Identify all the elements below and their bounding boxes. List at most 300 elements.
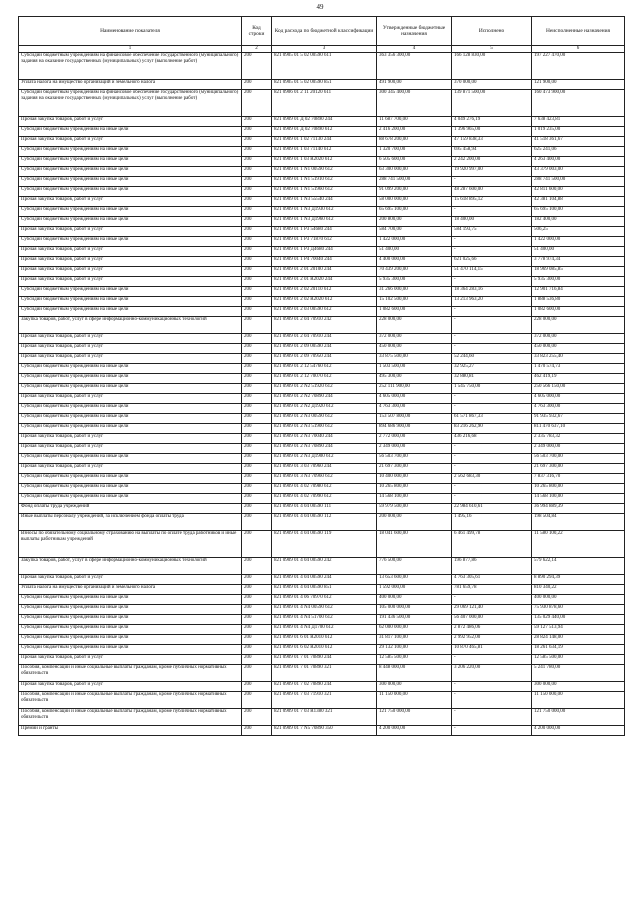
column-number: 1 bbox=[19, 46, 242, 53]
row-code-cell: 200 bbox=[242, 90, 272, 117]
table-row bbox=[19, 692, 625, 709]
row-unexecuted-cell: 1 470 574,73 bbox=[532, 364, 625, 374]
row-kbk-cell: 821 0909 01 2 02 20110 612 bbox=[272, 287, 377, 297]
row-kbk-cell: 821 0909 01 6 01 R2010 612 bbox=[272, 635, 377, 645]
row-approved-cell: 62 000 000,00 bbox=[377, 625, 452, 635]
table-header-row bbox=[19, 17, 625, 46]
table-row bbox=[19, 117, 625, 127]
row-executed-cell: 18 364 283,16 bbox=[452, 287, 532, 297]
row-code-cell: 200 bbox=[242, 692, 272, 709]
row-unexecuted-cell: 59 127 513,94 bbox=[532, 625, 625, 635]
row-executed-cell: 83 216 262,90 bbox=[452, 424, 532, 434]
row-executed-cell: 32 880,81 bbox=[452, 374, 532, 384]
row-executed-cell: - bbox=[452, 444, 532, 454]
row-kbk-cell: 821 0909 01 1 P3 Д4680 244 bbox=[272, 247, 377, 257]
row-executed-cell: - bbox=[452, 307, 532, 317]
row-name-cell: Прочая закупка товаров, работ и услуг bbox=[19, 394, 242, 404]
row-executed-cell: 781 659,78 bbox=[452, 585, 532, 595]
row-executed-cell: 22 984 610,61 bbox=[452, 504, 532, 514]
row-kbk-cell: 821 0909 01 4 04 00590 111 bbox=[272, 504, 377, 514]
row-unexecuted-cell: 65 695 100,00 bbox=[532, 207, 625, 217]
column-number-row bbox=[19, 46, 625, 53]
row-executed-cell: 29 069 121,40 bbox=[452, 605, 532, 615]
row-name-cell: Прочая закупка товаров, работ и услуг bbox=[19, 655, 242, 665]
row-code-cell: 200 bbox=[242, 464, 272, 474]
row-executed-cell: 3 206 220,00 bbox=[452, 665, 532, 682]
row-approved-cell: 4 400 000,00 bbox=[377, 257, 452, 267]
table-row bbox=[19, 531, 625, 558]
row-unexecuted-cell: 228 000,00 bbox=[532, 317, 625, 334]
table-row bbox=[19, 257, 625, 267]
row-name-cell: Субсидии бюджетным учреждениям на иные цели bbox=[19, 605, 242, 615]
row-code-cell: 200 bbox=[242, 424, 272, 434]
row-code-cell: 200 bbox=[242, 167, 272, 177]
header-unexecuted: Неисполненные назначения bbox=[532, 17, 625, 46]
row-code-cell: 200 bbox=[242, 454, 272, 464]
budget-execution-table bbox=[18, 16, 625, 736]
table-row bbox=[19, 374, 625, 384]
row-kbk-cell: 821 0909 01 4 02 70980 612 bbox=[272, 484, 377, 494]
row-executed-cell: 2 872 486,06 bbox=[452, 625, 532, 635]
row-name-cell: Субсидии бюджетным учреждениям на иные цели bbox=[19, 297, 242, 307]
row-unexecuted-cell: 18 969 085,85 bbox=[532, 267, 625, 277]
row-approved-cell: 11 687 700,00 bbox=[377, 117, 452, 127]
row-kbk-cell: 821 0909 01 4 04 00590 119 bbox=[272, 531, 377, 558]
row-approved-cell: 14 568 100,00 bbox=[377, 494, 452, 504]
row-approved-cell: 228 000,00 bbox=[377, 317, 452, 334]
row-executed-cell: 695 458,94 bbox=[452, 147, 532, 157]
row-unexecuted-cell: 12 901 716,84 bbox=[532, 287, 625, 297]
row-unexecuted-cell: 182 400,00 bbox=[532, 217, 625, 227]
row-name-cell: Субсидии бюджетным учреждениям на иные цели bbox=[19, 404, 242, 414]
row-unexecuted-cell: 1 422 000,00 bbox=[532, 237, 625, 247]
row-executed-cell: 13 213 963,20 bbox=[452, 297, 532, 307]
row-code-cell: 200 bbox=[242, 404, 272, 414]
row-kbk-cell: 821 0909 01 7 03 R1380 321 bbox=[272, 709, 377, 726]
row-approved-cell: 91 099 200,00 bbox=[377, 187, 452, 197]
row-name-cell: Субсидии бюджетным учреждениям на иные цели bbox=[19, 187, 242, 197]
row-name-cell: Пособия, компенсации и иные социальные выплаты гражданам, кроме публичных нормативных обязательств bbox=[19, 665, 242, 682]
table-row bbox=[19, 645, 625, 655]
row-code-cell: 200 bbox=[242, 257, 272, 267]
row-approved-cell: 21 697 300,00 bbox=[377, 464, 452, 474]
row-approved-cell: 31 817 100,00 bbox=[377, 635, 452, 645]
table-row bbox=[19, 317, 625, 334]
table-row bbox=[19, 575, 625, 585]
table-row bbox=[19, 655, 625, 665]
row-approved-cell: 300 345 400,00 bbox=[377, 90, 452, 117]
row-executed-cell: - bbox=[452, 394, 532, 404]
row-approved-cell: 288 741 500,00 bbox=[377, 177, 452, 187]
row-name-cell: Прочая закупка товаров, работ и услуг bbox=[19, 137, 242, 147]
row-executed-cell: - bbox=[452, 692, 532, 709]
row-unexecuted-cell: 4 605 000,00 bbox=[532, 394, 625, 404]
row-executed-cell: - bbox=[452, 334, 532, 344]
row-name-cell: Субсидии бюджетным учреждениям на иные цели bbox=[19, 167, 242, 177]
row-name-cell: Прочая закупка товаров, работ и услуг bbox=[19, 434, 242, 444]
row-unexecuted-cell: 56 503 700,00 bbox=[532, 454, 625, 464]
table-row bbox=[19, 137, 625, 147]
row-kbk-cell: 821 0909 01 1 03 71140 612 bbox=[272, 147, 377, 157]
row-executed-cell: 6 461 499,78 bbox=[452, 531, 532, 558]
row-code-cell: 200 bbox=[242, 484, 272, 494]
row-name-cell: Прочая закупка товаров, работ и услуг bbox=[19, 682, 242, 692]
row-unexecuted-cell: 250 566 150,00 bbox=[532, 384, 625, 394]
row-code-cell: 200 bbox=[242, 157, 272, 167]
row-code-cell: 200 bbox=[242, 297, 272, 307]
row-code-cell: 200 bbox=[242, 187, 272, 197]
row-kbk-cell: 821 0909 01 7 03 71910 321 bbox=[272, 692, 377, 709]
page-number: 49 bbox=[316, 3, 324, 11]
row-code-cell: 200 bbox=[242, 585, 272, 595]
row-name-cell: Субсидии бюджетным учреждениям на иные цели bbox=[19, 177, 242, 187]
table-row bbox=[19, 80, 625, 90]
row-name-cell: Фонд оплаты труда учреждений bbox=[19, 504, 242, 514]
row-code-cell: 200 bbox=[242, 494, 272, 504]
row-kbk-cell: 821 0909 01 1 N1 51960 612 bbox=[272, 187, 377, 197]
header-kbk: Код расхода по бюджетной классификации bbox=[272, 17, 377, 46]
row-approved-cell: 10 400 000,00 bbox=[377, 474, 452, 484]
table-row bbox=[19, 726, 625, 736]
row-executed-cell: - bbox=[452, 177, 532, 187]
table-row bbox=[19, 227, 625, 237]
table-row bbox=[19, 334, 625, 344]
column-number: 5 bbox=[452, 46, 532, 53]
row-kbk-cell: 821 0909 01 1 P4 70040 244 bbox=[272, 257, 377, 267]
row-unexecuted-cell: 4 200 000,00 bbox=[532, 726, 625, 736]
row-executed-cell: 52 244,60 bbox=[452, 354, 532, 364]
row-unexecuted-cell: 288 741 500,00 bbox=[532, 177, 625, 187]
row-executed-cell: - bbox=[452, 655, 532, 665]
row-approved-cell: 200 800,00 bbox=[377, 217, 452, 227]
row-kbk-cell: 821 0909 01 2 03 00590 612 bbox=[272, 307, 377, 317]
row-code-cell: 200 bbox=[242, 531, 272, 558]
row-executed-cell: 584 193,75 bbox=[452, 227, 532, 237]
row-approved-cell: 58 000 000,00 bbox=[377, 197, 452, 207]
row-executed-cell: - bbox=[452, 344, 532, 354]
row-code-cell: 200 bbox=[242, 605, 272, 615]
row-executed-cell: 1 495,16 bbox=[452, 514, 532, 531]
row-executed-cell: 18 400,00 bbox=[452, 217, 532, 227]
row-unexecuted-cell: 18 261 634,19 bbox=[532, 645, 625, 655]
table-row bbox=[19, 90, 625, 117]
row-kbk-cell: 821 0905 01 5 02 00590 611 bbox=[272, 53, 377, 80]
table-row bbox=[19, 404, 625, 414]
row-unexecuted-cell: 197 227 470,00 bbox=[532, 53, 625, 80]
row-kbk-cell: 821 0909 01 2 N2 Д1920 612 bbox=[272, 404, 377, 414]
row-unexecuted-cell: 3 778 974,34 bbox=[532, 257, 625, 267]
row-unexecuted-cell: 1 082 600,00 bbox=[532, 307, 625, 317]
row-name-cell: Прочая закупка товаров, работ и услуг bbox=[19, 257, 242, 267]
row-executed-cell: - bbox=[452, 247, 532, 257]
row-name-cell: Субсидии бюджетным учреждениям на иные цели bbox=[19, 127, 242, 137]
row-approved-cell: 105 000 000,00 bbox=[377, 605, 452, 615]
table-row bbox=[19, 354, 625, 364]
row-name-cell: Субсидии бюджетным учреждениям на иные цели bbox=[19, 384, 242, 394]
row-code-cell: 200 bbox=[242, 504, 272, 514]
row-name-cell: Закупка товаров, работ, услуг в сфере информационно-коммуникационных технологий bbox=[19, 558, 242, 575]
row-name-cell: Прочая закупка товаров, работ и услуг bbox=[19, 247, 242, 257]
row-code-cell: 200 bbox=[242, 307, 272, 317]
row-code-cell: 200 bbox=[242, 80, 272, 90]
row-unexecuted-cell: 7 837 316,70 bbox=[532, 474, 625, 484]
row-executed-cell: 10 870 465,81 bbox=[452, 645, 532, 655]
row-approved-cell: 10 265 800,00 bbox=[377, 484, 452, 494]
row-kbk-cell: 821 0909 01 2 12 70070 612 bbox=[272, 374, 377, 384]
row-name-cell: Субсидии бюджетным учреждениям на иные цели bbox=[19, 207, 242, 217]
row-executed-cell: - bbox=[452, 709, 532, 726]
row-name-cell: Субсидии бюджетным учреждениям на иные цели bbox=[19, 615, 242, 625]
row-code-cell: 200 bbox=[242, 575, 272, 585]
row-unexecuted-cell: 42 381 104,88 bbox=[532, 197, 625, 207]
row-executed-cell: 1 396 965,00 bbox=[452, 127, 532, 137]
row-kbk-cell: 821 0909 01 7 01 70890 321 bbox=[272, 665, 377, 682]
header-code: Код строки bbox=[242, 17, 272, 46]
row-unexecuted-cell: 10 265 800,00 bbox=[532, 484, 625, 494]
row-approved-cell: 776 500,00 bbox=[377, 558, 452, 575]
table-row bbox=[19, 147, 625, 157]
row-approved-cell: 153 507 800,00 bbox=[377, 414, 452, 424]
row-executed-cell: 4 049 276,19 bbox=[452, 117, 532, 127]
row-approved-cell: 584 700,00 bbox=[377, 227, 452, 237]
table-row bbox=[19, 514, 625, 531]
row-executed-cell: - bbox=[452, 317, 532, 334]
row-approved-cell: 363 356 300,00 bbox=[377, 53, 452, 80]
row-executed-cell: - bbox=[452, 682, 532, 692]
row-executed-cell: 436 216,68 bbox=[452, 434, 532, 444]
row-approved-cell: 191 436 500,00 bbox=[377, 615, 452, 625]
row-kbk-cell: 821 0909 01 1 02 71130 244 bbox=[272, 137, 377, 147]
row-name-cell: Субсидии бюджетным учреждениям на иные цели bbox=[19, 237, 242, 247]
column-number: 4 bbox=[377, 46, 452, 53]
row-code-cell: 200 bbox=[242, 682, 272, 692]
row-unexecuted-cell: 41 518 361,67 bbox=[532, 137, 625, 147]
table-row bbox=[19, 635, 625, 645]
row-name-cell: Пособия, компенсации и иные социальные выплаты гражданам, кроме публичных нормативных обязательств bbox=[19, 692, 242, 709]
row-kbk-cell: 821 0909 01 1 P3 71870 612 bbox=[272, 237, 377, 247]
row-kbk-cell: 821 0909 01 7 02 70890 244 bbox=[272, 682, 377, 692]
row-unexecuted-cell: 75 930 878,60 bbox=[532, 605, 625, 615]
row-approved-cell: 1 592 000,00 bbox=[377, 585, 452, 595]
row-kbk-cell: 821 0909 01 2 N2 51920 612 bbox=[272, 384, 377, 394]
row-kbk-cell: 821 0909 01 3 N3 70960 612 bbox=[272, 474, 377, 484]
table-row bbox=[19, 287, 625, 297]
row-unexecuted-cell: 506,25 bbox=[532, 227, 625, 237]
row-approved-cell: 13 653 600,00 bbox=[377, 575, 452, 585]
row-name-cell: Прочая закупка товаров, работ и услуг bbox=[19, 444, 242, 454]
row-unexecuted-cell: 21 697 300,00 bbox=[532, 464, 625, 474]
row-name-cell: Прочая закупка товаров, работ и услуг bbox=[19, 334, 242, 344]
row-kbk-cell: 821 0909 01 Д 02 70890 612 bbox=[272, 127, 377, 137]
row-unexecuted-cell: 12 585 500,00 bbox=[532, 655, 625, 665]
row-code-cell: 200 bbox=[242, 117, 272, 127]
row-code-cell: 200 bbox=[242, 207, 272, 217]
row-kbk-cell: 821 0909 01 1 N3 Д1960 612 bbox=[272, 217, 377, 227]
row-unexecuted-cell: 5 241 780,00 bbox=[532, 665, 625, 682]
table-row bbox=[19, 504, 625, 514]
row-approved-cell: 70 439 200,00 bbox=[377, 267, 452, 277]
row-approved-cell: 491 900,00 bbox=[377, 80, 452, 90]
row-executed-cell: 51 470 114,15 bbox=[452, 267, 532, 277]
table-row bbox=[19, 665, 625, 682]
row-unexecuted-cell: 7 638 423,81 bbox=[532, 117, 625, 127]
table-row bbox=[19, 127, 625, 137]
row-kbk-cell: 821 0909 01 4 04 00590 851 bbox=[272, 585, 377, 595]
row-kbk-cell: 821 0909 01 1 P3 54680 244 bbox=[272, 227, 377, 237]
table-row bbox=[19, 307, 625, 317]
header-name: Наименование показателя bbox=[19, 17, 242, 46]
row-code-cell: 200 bbox=[242, 514, 272, 531]
row-approved-cell: 5 935 300,00 bbox=[377, 277, 452, 287]
row-unexecuted-cell: 625 241,06 bbox=[532, 147, 625, 157]
row-name-cell: Субсидии бюджетным учреждениям на иные цели bbox=[19, 454, 242, 464]
row-code-cell: 200 bbox=[242, 137, 272, 147]
row-approved-cell: 6 505 600,00 bbox=[377, 157, 452, 167]
row-executed-cell: 48 287 600,00 bbox=[452, 187, 532, 197]
row-executed-cell: 15 618 895,12 bbox=[452, 197, 532, 207]
row-approved-cell: 18 041 600,00 bbox=[377, 531, 452, 558]
row-kbk-cell: 821 0909 01 2 01 R2020 244 bbox=[272, 277, 377, 287]
row-name-cell: Премии и гранты bbox=[19, 726, 242, 736]
row-unexecuted-cell: 160 473 900,00 bbox=[532, 90, 625, 117]
row-approved-cell: 2 416 200,00 bbox=[377, 127, 452, 137]
table-row bbox=[19, 424, 625, 434]
row-name-cell: Субсидии бюджетным учреждениям на иные цели bbox=[19, 595, 242, 605]
column-number: 3 bbox=[272, 46, 377, 53]
row-kbk-cell: 821 0909 01 1 N1 51910 612 bbox=[272, 177, 377, 187]
row-name-cell: Закупка товаров, работ, услуг в сфере информационно-коммуникационных технологий bbox=[19, 317, 242, 334]
row-name-cell: Уплата налога на имущество организаций и земельного налога bbox=[19, 80, 242, 90]
row-executed-cell: - bbox=[452, 595, 532, 605]
row-unexecuted-cell: 450 000,00 bbox=[532, 344, 625, 354]
row-approved-cell: 12 585 500,00 bbox=[377, 655, 452, 665]
table-row bbox=[19, 615, 625, 625]
row-approved-cell: 4 605 000,00 bbox=[377, 394, 452, 404]
row-code-cell: 200 bbox=[242, 317, 272, 334]
row-name-cell: Субсидии бюджетным учреждениям на иные цели bbox=[19, 287, 242, 297]
row-kbk-cell: 821 0909 01 4 04 00590 112 bbox=[272, 514, 377, 531]
row-name-cell: Субсидии бюджетным учреждениям на иные цели bbox=[19, 147, 242, 157]
row-approved-cell: 2 349 000,00 bbox=[377, 444, 452, 454]
row-code-cell: 200 bbox=[242, 53, 272, 80]
row-code-cell: 200 bbox=[242, 726, 272, 736]
row-name-cell: Субсидии бюджетным учреждениям на иные цели bbox=[19, 424, 242, 434]
row-approved-cell: 450 000,00 bbox=[377, 344, 452, 354]
row-code-cell: 200 bbox=[242, 625, 272, 635]
row-approved-cell: 88 678 200,00 bbox=[377, 137, 452, 147]
row-unexecuted-cell: 8 890 294,39 bbox=[532, 575, 625, 585]
row-name-cell: Прочая закупка товаров, работ и услуг bbox=[19, 575, 242, 585]
row-code-cell: 200 bbox=[242, 267, 272, 277]
row-unexecuted-cell: 300 000,00 bbox=[532, 682, 625, 692]
row-name-cell: Субсидии бюджетным учреждениям на иные цели bbox=[19, 307, 242, 317]
row-executed-cell: 2 562 683,30 bbox=[452, 474, 532, 484]
row-unexecuted-cell: 810 340,22 bbox=[532, 585, 625, 595]
table-row bbox=[19, 434, 625, 444]
row-code-cell: 200 bbox=[242, 615, 272, 625]
row-unexecuted-cell: 400 000,00 bbox=[532, 595, 625, 605]
row-executed-cell: 139 871 500,00 bbox=[452, 90, 532, 117]
row-unexecuted-cell: 372 000,00 bbox=[532, 334, 625, 344]
table-row bbox=[19, 157, 625, 167]
row-approved-cell: 2 772 000,00 bbox=[377, 434, 452, 444]
row-executed-cell: - bbox=[452, 484, 532, 494]
row-code-cell: 200 bbox=[242, 354, 272, 364]
row-executed-cell: 32 925,27 bbox=[452, 364, 532, 374]
row-code-cell: 200 bbox=[242, 655, 272, 665]
row-code-cell: 200 bbox=[242, 635, 272, 645]
row-kbk-cell: 821 0909 01 2 04 70910 242 bbox=[272, 317, 377, 334]
table-row bbox=[19, 187, 625, 197]
row-kbk-cell: 821 0909 01 2 N2 70890 244 bbox=[272, 394, 377, 404]
row-executed-cell: 61 571 867,33 bbox=[452, 414, 532, 424]
row-approved-cell: 63 300 000,00 bbox=[377, 167, 452, 177]
row-kbk-cell: 821 0909 01 4 06 70970 612 bbox=[272, 595, 377, 605]
row-name-cell: Субсидии бюджетным учреждениям на иные цели bbox=[19, 484, 242, 494]
row-kbk-cell: 821 0909 01 6 02 R2010 612 bbox=[272, 645, 377, 655]
table-row bbox=[19, 277, 625, 287]
row-kbk-cell: 821 0909 01 4 N4 Д1700 612 bbox=[272, 625, 377, 635]
row-kbk-cell: 821 0909 01 4 04 00590 244 bbox=[272, 575, 377, 585]
row-code-cell: 200 bbox=[242, 394, 272, 404]
column-number: 6 bbox=[532, 46, 625, 53]
row-code-cell: 200 bbox=[242, 364, 272, 374]
row-name-cell: Прочая закупка товаров, работ и услуг bbox=[19, 344, 242, 354]
row-unexecuted-cell: 462 419,19 bbox=[532, 374, 625, 384]
row-code-cell: 200 bbox=[242, 414, 272, 424]
table-row bbox=[19, 494, 625, 504]
row-approved-cell: 300 000,00 bbox=[377, 682, 452, 692]
table-row bbox=[19, 247, 625, 257]
row-kbk-cell: 821 0906 01 2 11 20120 611 bbox=[272, 90, 377, 117]
row-unexecuted-cell: 14 568 100,00 bbox=[532, 494, 625, 504]
row-kbk-cell: 821 0909 01 7 N5 70890 350 bbox=[272, 726, 377, 736]
row-unexecuted-cell: 2 335 783,32 bbox=[532, 434, 625, 444]
row-kbk-cell: 821 0909 01 2 N3 Д1900 612 bbox=[272, 454, 377, 464]
row-kbk-cell: 821 0909 01 4 04 00590 242 bbox=[272, 558, 377, 575]
row-approved-cell: 11 150 000,00 bbox=[377, 692, 452, 709]
row-approved-cell: 4 200 000,00 bbox=[377, 726, 452, 736]
row-kbk-cell: 821 0909 01 1 N3 55540 244 bbox=[272, 197, 377, 207]
row-approved-cell: 495 300,00 bbox=[377, 374, 452, 384]
row-unexecuted-cell: 36 994 889,39 bbox=[532, 504, 625, 514]
table-row bbox=[19, 167, 625, 177]
row-kbk-cell: 821 0909 01 4 N4 51700 612 bbox=[272, 615, 377, 625]
row-executed-cell: - bbox=[452, 404, 532, 414]
row-approved-cell: 1 422 000,00 bbox=[377, 237, 452, 247]
row-unexecuted-cell: 28 824 148,00 bbox=[532, 635, 625, 645]
row-approved-cell: 29 132 100,00 bbox=[377, 645, 452, 655]
row-kbk-cell: 821 0909 01 2 01 20100 244 bbox=[272, 267, 377, 277]
row-kbk-cell: 821 0909 01 2 12 54760 612 bbox=[272, 364, 377, 374]
table-row bbox=[19, 197, 625, 207]
row-name-cell: Субсидии бюджетным учреждениям на финансовое обеспечение государственного (муниципального) задания на оказание государственных (муниципальных) услуг (выполнение работ) bbox=[19, 90, 242, 117]
row-executed-cell: - bbox=[452, 237, 532, 247]
row-executed-cell: 1 545 750,00 bbox=[452, 384, 532, 394]
row-code-cell: 200 bbox=[242, 444, 272, 454]
row-name-cell: Прочая закупка товаров, работ и услуг bbox=[19, 464, 242, 474]
row-code-cell: 200 bbox=[242, 217, 272, 227]
table-row bbox=[19, 595, 625, 605]
table-row bbox=[19, 484, 625, 494]
row-executed-cell: - bbox=[452, 726, 532, 736]
row-approved-cell: 200 000,00 bbox=[377, 514, 452, 531]
row-executed-cell: 621 025,66 bbox=[452, 257, 532, 267]
table-row bbox=[19, 414, 625, 424]
row-name-cell: Прочая закупка товаров, работ и услуг bbox=[19, 197, 242, 207]
row-name-cell: Субсидии бюджетным учреждениям на иные цели bbox=[19, 474, 242, 484]
row-executed-cell: 2 992 952,00 bbox=[452, 635, 532, 645]
